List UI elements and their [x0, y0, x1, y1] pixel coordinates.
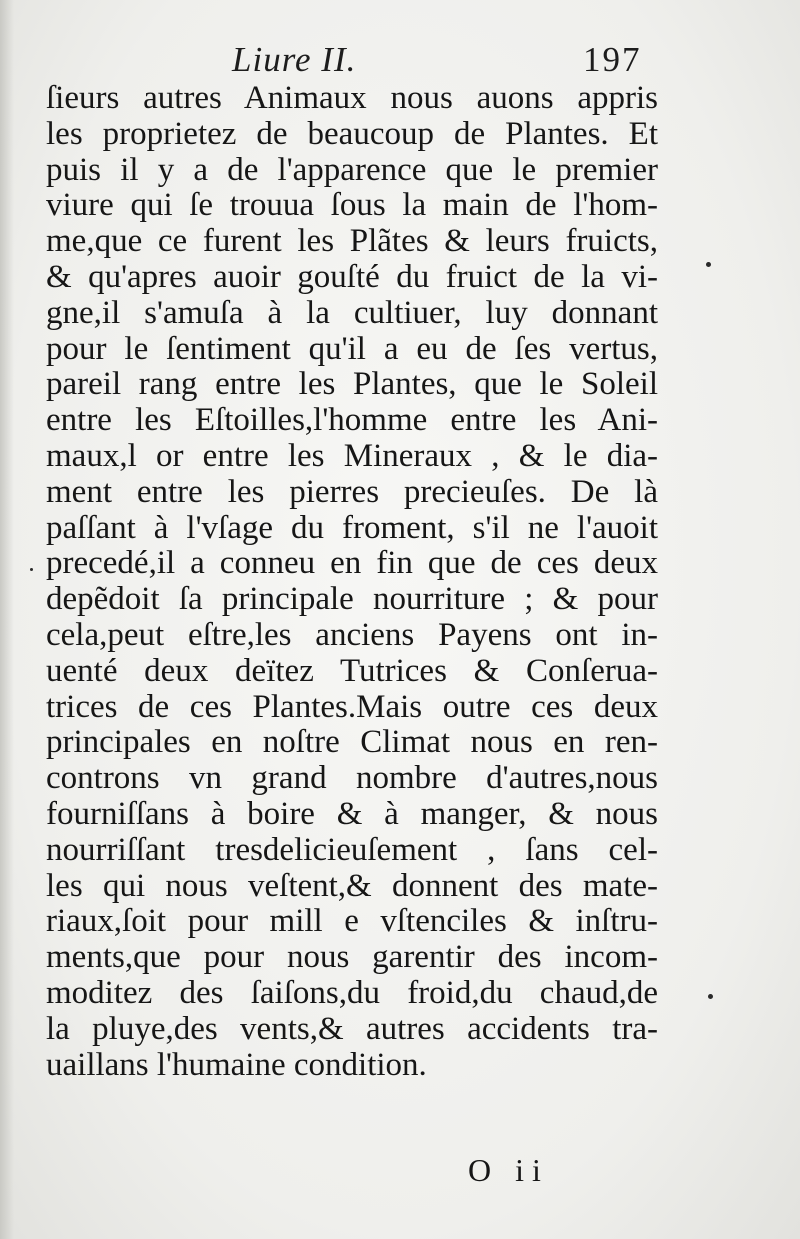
text-line: controns vn grand nombre d'autres,nous [46, 760, 658, 797]
text-line: me,que ce furent les Plãtes & leurs fruicts, [46, 223, 658, 260]
text-line: riaux,ſoit pour mill e vſtenciles & inſtru- [46, 903, 658, 940]
body-text [46, 81, 658, 1083]
text-line: maux,l or entre les Mineraux , & le dia- [46, 437, 658, 474]
text-line: puis il y a de l'apparence que le premier [46, 151, 658, 188]
text-line: ſieurs autres Animaux nous auons appris [46, 80, 658, 116]
ink-speck [706, 262, 711, 267]
text-line: pour le ſentiment qu'il a eu de ſes vertus, [46, 330, 658, 367]
text-line: viure qui ſe trouua ſous la main de l'hom- [46, 187, 658, 224]
text-line: les qui nous veſtent,& donnent des mate- [46, 867, 658, 904]
ink-speck [708, 994, 713, 999]
text-line: cela,peut eſtre,les anciens Payens ont in- [46, 616, 658, 653]
ink-speck [30, 568, 33, 571]
text-line: fourniſſans à boire & à manger, & nous [46, 795, 658, 832]
text-line: & qu'apres auoir gouſté du fruict de la vi- [46, 258, 658, 295]
page-number: 197 [583, 40, 642, 79]
text-line: precedé,il a conneu en fin que de ces deux [46, 545, 658, 582]
running-head: Liure II. [232, 40, 357, 79]
text-line: entre les Eſtoilles,l'homme entre les Ani- [46, 402, 658, 439]
text-line: ments,que pour nous garentir des incom- [46, 939, 658, 976]
text-line: nourriſſant tresdelicieuſement , ſans cel- [46, 831, 658, 868]
text-line: pareil rang entre les Plantes, que le Soleil [46, 366, 658, 403]
text-line: gne,il s'amuſa à la cultiuer, luy donnant [46, 294, 658, 331]
text-line: uenté deux deïtez Tutrices & Conſerua- [46, 652, 658, 689]
text-line: depẽdoit ſa principale nourriture ; & pour [46, 581, 658, 618]
text-line: la pluye,des vents,& autres accidents tra- [46, 1010, 658, 1047]
text-line: les proprietez de beaucoup de Plantes. Et [46, 115, 658, 152]
text-line: moditez des ſaiſons,du froid,du chaud,de [46, 974, 658, 1011]
text-line: uaillans l'humaine condition. [46, 1046, 427, 1083]
text-line: trices de ces Plantes.Mais outre ces deux [46, 688, 658, 725]
text-line: paſſant à l'vſage du froment, s'il ne l'auoit [46, 509, 658, 546]
catchword: O ii [468, 1152, 549, 1188]
text-line: principales en noſtre Climat nous en ren- [46, 724, 658, 761]
text-line: ment entre les pierres precieuſes. De là [46, 473, 658, 510]
page-gutter-shadow [0, 0, 14, 1239]
